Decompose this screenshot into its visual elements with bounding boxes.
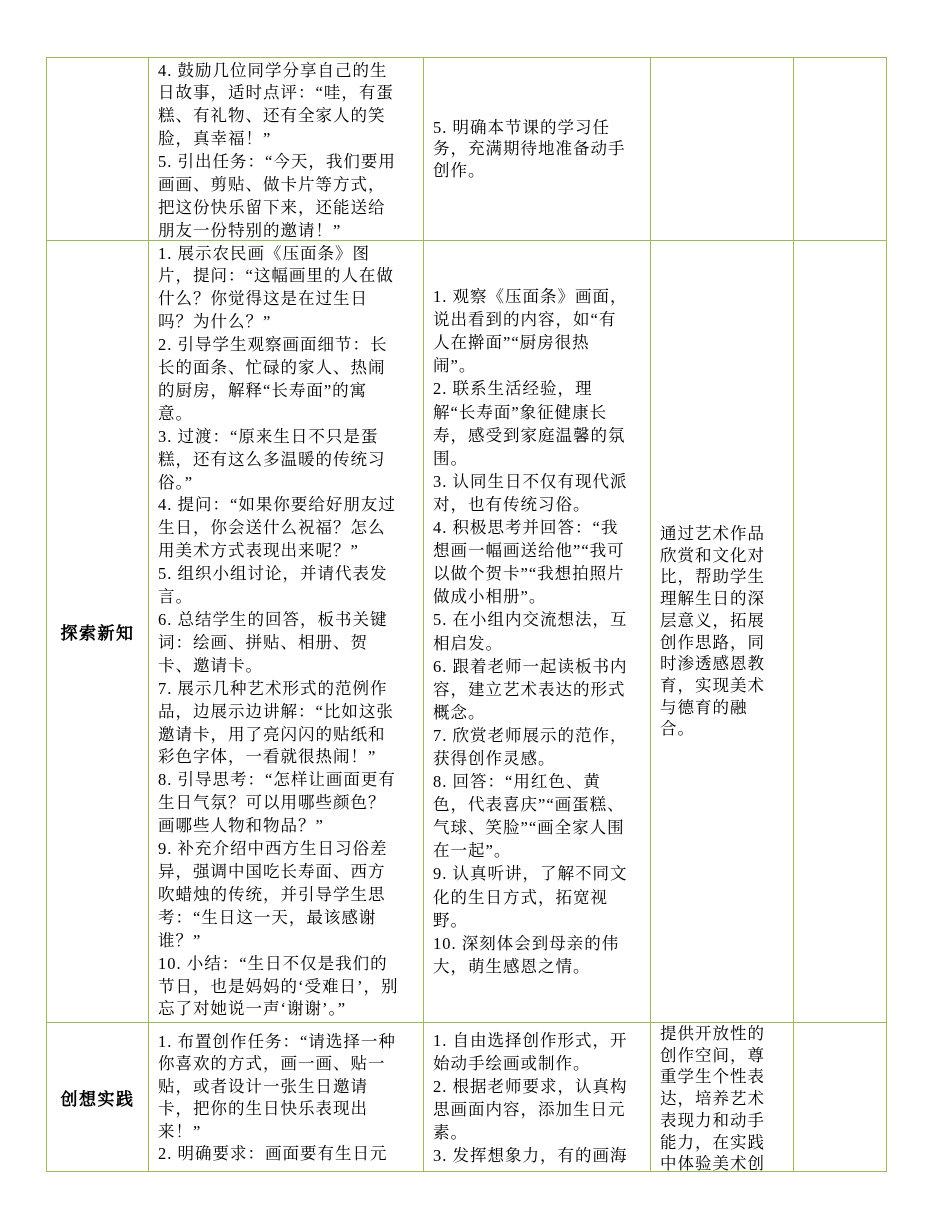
student-activity-line: 10. 深刻体会到母亲的伟 — [433, 933, 620, 953]
student-activity-line: 1. 观察《压面条》画面， — [433, 287, 628, 307]
student-activity-cell — [424, 58, 651, 241]
teacher-activity-line: 糕，还有这么多温暖的传统习 — [158, 449, 386, 469]
design-intent-line: 时渗透感恩教 — [660, 654, 765, 674]
student-activity-cell — [424, 1023, 651, 1172]
teacher-activity-line: 忘了对她说一声‘谢谢’。” — [158, 999, 347, 1019]
student-activity-line: 在一起”。 — [433, 841, 512, 861]
student-activity-text — [433, 117, 646, 182]
design-intent-line: 能力，在实践 — [660, 1132, 765, 1152]
student-activity-line: 2. 联系生活经验，理 — [433, 379, 593, 399]
teacher-activity-line: 7. 展示几种艺术形式的范例作 — [158, 678, 388, 698]
teacher-activity-text — [158, 1031, 419, 1165]
student-activity-line: 大，萌生感恩之情。 — [433, 956, 591, 976]
teacher-activity-line: 片，提问：“这幅画里的人在做 — [158, 266, 394, 286]
teacher-activity-line: 谁？” — [158, 930, 202, 950]
student-activity-line: 思画面内容，添加生日元 — [433, 1099, 626, 1119]
notes-cell — [794, 1023, 887, 1172]
design-intent-line: 表现力和动手 — [660, 1110, 765, 1130]
teacher-activity-cell — [149, 58, 424, 241]
teacher-activity-line: 糕、有礼物、还有全家人的笑 — [158, 106, 386, 126]
design-intent-line: 比，帮助学生 — [660, 567, 765, 587]
student-activity-line: 气球、笑脸”“画全家人围 — [433, 818, 625, 838]
design-intent-line: 与德育的融 — [660, 697, 748, 717]
student-activity-line: 获得创作灵感。 — [433, 748, 556, 768]
student-activity-text — [433, 285, 646, 978]
teacher-activity-line: 意。 — [158, 403, 193, 423]
teacher-activity-line: 3. 过渡：“原来生日不只是蛋 — [158, 426, 379, 446]
student-activity-line: 1. 自由选择创作形式，开 — [433, 1030, 628, 1050]
design-intent-line: 创作空间，尊 — [660, 1045, 765, 1065]
design-intent-text — [660, 523, 789, 740]
teacher-activity-text — [158, 60, 419, 241]
teacher-activity-line: 10. 小结：“生日不仅是我们的 — [158, 953, 388, 973]
teacher-activity-line: 考：“生日这一天，最该感谢 — [158, 907, 377, 927]
teacher-activity-line: 邀请卡，用了亮闪闪的贴纸和 — [158, 724, 386, 744]
teacher-activity-line: 4. 鼓励几位同学分享自己的生 — [158, 60, 388, 80]
teacher-activity-line: 4. 提问：“如果你要给好朋友过 — [158, 495, 396, 515]
teacher-activity-line: 用美术方式表现出来呢？” — [158, 541, 359, 561]
teacher-activity-line: 画哪些人物和物品？” — [158, 816, 324, 836]
teacher-activity-line: 词：绘画、拼贴、相册、贺 — [158, 632, 368, 652]
student-activity-line: 9. 认真听讲，了解不同文 — [433, 864, 628, 884]
student-activity-line: 6. 跟着老师一起读板书内 — [433, 656, 628, 676]
design-intent-cell — [651, 58, 794, 241]
teacher-activity-line: 言。 — [158, 587, 193, 607]
teacher-activity-line: 6. 总结学生的回答，板书关键 — [158, 610, 388, 629]
teacher-activity-line: 吗？为什么？” — [158, 312, 272, 332]
notes-cell — [794, 241, 887, 1023]
teacher-activity-line: 5. 组织小组讨论，并请代表发 — [158, 564, 388, 584]
student-activity-line: 2. 根据老师要求，认真构 — [433, 1076, 628, 1096]
student-activity-line: 3. 发挥想象力，有的画海 — [433, 1145, 628, 1165]
student-activity-line: 概念。 — [433, 702, 486, 722]
teacher-activity-line: 朋友一份特别的邀请！” — [158, 220, 342, 240]
student-activity-line: 相启发。 — [433, 633, 503, 653]
teacher-activity-line: 卡，把你的生日快乐表现出 — [158, 1099, 368, 1119]
design-intent-cell — [651, 241, 794, 1023]
teacher-activity-line: 俗。” — [158, 472, 194, 492]
teacher-activity-cell — [149, 241, 424, 1023]
teacher-activity-line: 把这份快乐留下来，还能送给 — [158, 197, 386, 217]
teacher-activity-line: 2. 引导学生观察画面细节：长 — [158, 335, 388, 355]
teacher-activity-line: 9. 补充介绍中西方生日习俗差 — [158, 839, 388, 859]
teacher-activity-line: 生日，你会送什么祝福？怎么 — [158, 518, 386, 538]
notes-cell — [794, 58, 887, 241]
lesson-plan-table — [46, 57, 887, 1172]
student-activity-line: 以做个贺卡”“我想拍照片 — [433, 564, 625, 584]
student-activity-line: 色，代表喜庆”“画蛋糕、 — [433, 795, 625, 815]
teacher-activity-line: 吹蜡烛的传统，并引导学生思 — [158, 884, 386, 904]
design-intent-line: 中体验美术创 — [660, 1154, 765, 1172]
student-activity-line: 务，充满期待地准备动手 — [433, 139, 626, 159]
teacher-activity-cell — [149, 1023, 424, 1172]
teacher-activity-line: 的厨房，解释“长寿面”的寓 — [158, 380, 368, 400]
teacher-activity-line: 来！” — [158, 1121, 202, 1141]
design-intent-line: 通过艺术作品 — [660, 523, 765, 543]
teacher-activity-line: 异，强调中国吃长寿面、西方 — [158, 861, 386, 881]
teacher-activity-line: 你喜欢的方式，画一画、贴一 — [158, 1054, 386, 1074]
stage-label: 创想实践 — [60, 1089, 135, 1109]
student-activity-line: 围。 — [433, 448, 468, 468]
student-activity-line: 化的生日方式，拓宽视 — [433, 887, 608, 907]
stage-cell — [47, 58, 149, 241]
student-activity-line: 8. 回答：“用红色、黄 — [433, 772, 601, 792]
student-activity-line: 说出看到的内容，如“有 — [433, 310, 617, 330]
design-intent-line: 理解生日的深 — [660, 589, 765, 609]
student-activity-line: 5. 明确本节课的学习任 — [433, 117, 610, 137]
student-activity-line: 想画一幅画送给他”“我可 — [433, 541, 625, 561]
teacher-activity-line: 日故事，适时点评：“哇，有蛋 — [158, 83, 394, 103]
teacher-activity-line: 画画、剪贴、做卡片等方式， — [158, 174, 386, 194]
student-activity-text — [433, 1029, 646, 1167]
teacher-activity-line: 什么？你觉得这是在过生日 — [158, 289, 368, 309]
student-activity-line: 始动手绘画或制作。 — [433, 1053, 591, 1073]
design-intent-text — [660, 1023, 789, 1172]
design-intent-line: 层意义，拓展 — [660, 610, 765, 630]
student-activity-line: 人在擀面”“厨房很热 — [433, 333, 590, 353]
design-intent-cell — [651, 1023, 794, 1172]
student-activity-cell — [424, 241, 651, 1023]
teacher-activity-line: 5. 引出任务：“今天，我们要用 — [158, 151, 396, 171]
student-activity-line: 野。 — [433, 910, 468, 930]
teacher-activity-line: 1. 布置创作任务：“请选择一种 — [158, 1032, 396, 1051]
student-activity-line: 3. 认同生日不仅有现代派 — [433, 471, 628, 491]
teacher-activity-line: 贴，或者设计一张生日邀请 — [158, 1076, 368, 1096]
student-activity-line: 寿，感受到家庭温馨的氛 — [433, 425, 626, 445]
teacher-activity-line: 卡、邀请卡。 — [158, 655, 263, 675]
stage-cell — [47, 1023, 149, 1172]
teacher-activity-line: 8. 引导思考：“怎样让画面更有 — [158, 770, 396, 790]
student-activity-line: 做成小相册”。 — [433, 587, 547, 607]
design-intent-line: 育，实现美术 — [660, 675, 765, 695]
stage-cell — [47, 241, 149, 1023]
teacher-activity-line: 节日，也是妈妈的‘受难日’，别 — [158, 976, 399, 996]
student-activity-line: 4. 积极思考并回答：“我 — [433, 518, 619, 538]
student-activity-line: 5. 在小组内交流想法，互 — [433, 610, 628, 630]
student-activity-line: 闹”。 — [433, 356, 477, 376]
design-intent-line: 欣赏和文化对 — [660, 545, 765, 565]
student-activity-line: 解“长寿面”象征健康长 — [433, 402, 608, 422]
design-intent-line: 达，培养艺术 — [660, 1089, 765, 1109]
student-activity-line: 创作。 — [433, 160, 486, 180]
design-intent-line: 合。 — [660, 719, 695, 739]
student-activity-line: 容，建立艺术表达的形式 — [433, 679, 626, 699]
student-activity-line: 7. 欣赏老师展示的范作， — [433, 725, 628, 745]
teacher-activity-line: 生日气氛？可以用哪些颜色？ — [158, 793, 386, 813]
stage-label: 探索新知 — [60, 624, 135, 643]
teacher-activity-line: 脸，真幸福！” — [158, 129, 272, 149]
design-intent-line: 重学生个性表 — [660, 1067, 765, 1087]
student-activity-line: 对，也有传统习俗。 — [433, 494, 591, 514]
teacher-activity-text — [158, 243, 419, 1022]
design-intent-line: 提供开放性的 — [660, 1024, 765, 1043]
teacher-activity-line: 长的面条、忙碌的家人、热闹 — [158, 358, 386, 378]
teacher-activity-line: 彩色字体，一看就很热闹！” — [158, 747, 377, 767]
teacher-activity-line: 2. 明确要求：画面要有生日元 — [158, 1144, 388, 1164]
design-intent-line: 创作思路，同 — [660, 632, 765, 652]
teacher-activity-line: 1. 展示农民画《压面条》图 — [158, 243, 370, 263]
teacher-activity-line: 品，边展示边讲解：“比如这张 — [158, 701, 394, 721]
student-activity-line: 素。 — [433, 1122, 468, 1142]
